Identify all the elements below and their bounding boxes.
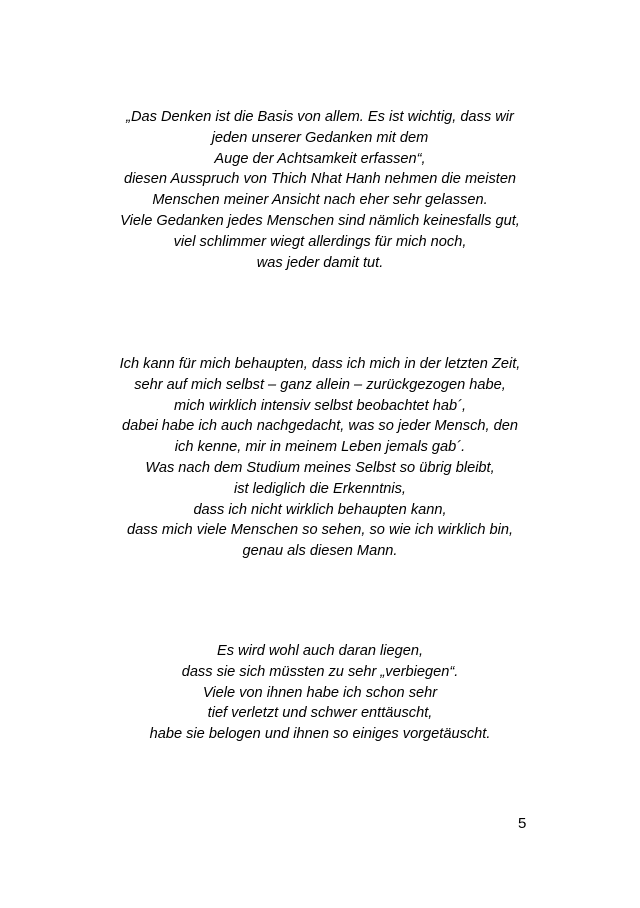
text-line: Was nach dem Studium meines Selbst so übrig bleibt, (145, 459, 495, 476)
text-line: ist lediglich die Erkenntnis, (234, 480, 406, 497)
text-line: Auge der Achtsamkeit erfassen“, (214, 150, 426, 167)
text-line: Ich kann für mich behaupten, dass ich mich in der letzten Zeit, (119, 356, 521, 372)
text-line: diesen Ausspruch von Thich Nhat Hanh nehmen die meisten (123, 171, 517, 188)
text-line: Viele von ihnen habe ich schon sehr (202, 684, 438, 701)
page-number: 5 (518, 815, 527, 832)
text-line: Es wird wohl auch daran liegen, (216, 643, 424, 659)
text-line: sehr auf mich selbst – ganz allein – zurückgezogen habe, (134, 376, 506, 393)
stanza-2 (20, 354, 620, 562)
text-line: Viele Gedanken jedes Menschen sind nämlich keinesfalls gut, (120, 212, 520, 229)
stanza-1 (20, 107, 620, 273)
text-line: dass sie sich müssten zu sehr „verbiegen“. (181, 663, 459, 680)
text-line: genau als diesen Mann. (242, 543, 398, 560)
text-line: jeden unserer Gedanken mit dem (211, 129, 429, 146)
text-line: dass ich nicht wirklich behaupten kann, (193, 501, 447, 518)
text-line: was jeder damit tut. (256, 254, 384, 271)
text-line: dass mich viele Menschen so sehen, so wie ich wirklich bin, (126, 522, 514, 539)
text-line: mich wirklich intensiv selbst beobachtet hab´, (173, 397, 466, 414)
text-line: „Das Denken ist die Basis von allem. Es ist wichtig, dass wir (126, 109, 514, 125)
text-line: Menschen meiner Ansicht nach eher sehr gelassen. (152, 192, 488, 209)
text-line: ich kenne, mir in meinem Leben jemals gab´. (174, 439, 466, 456)
text-line: dabei habe ich auch nachgedacht, was so jeder Mensch, den (122, 418, 518, 435)
stanza-3 (20, 641, 620, 745)
text-line: tief verletzt und schwer enttäuscht, (207, 705, 433, 722)
text-line: habe sie belogen und ihnen so einiges vorgetäuscht. (149, 726, 491, 743)
text-line: viel schlimmer wiegt allerdings für mich noch, (173, 233, 467, 250)
